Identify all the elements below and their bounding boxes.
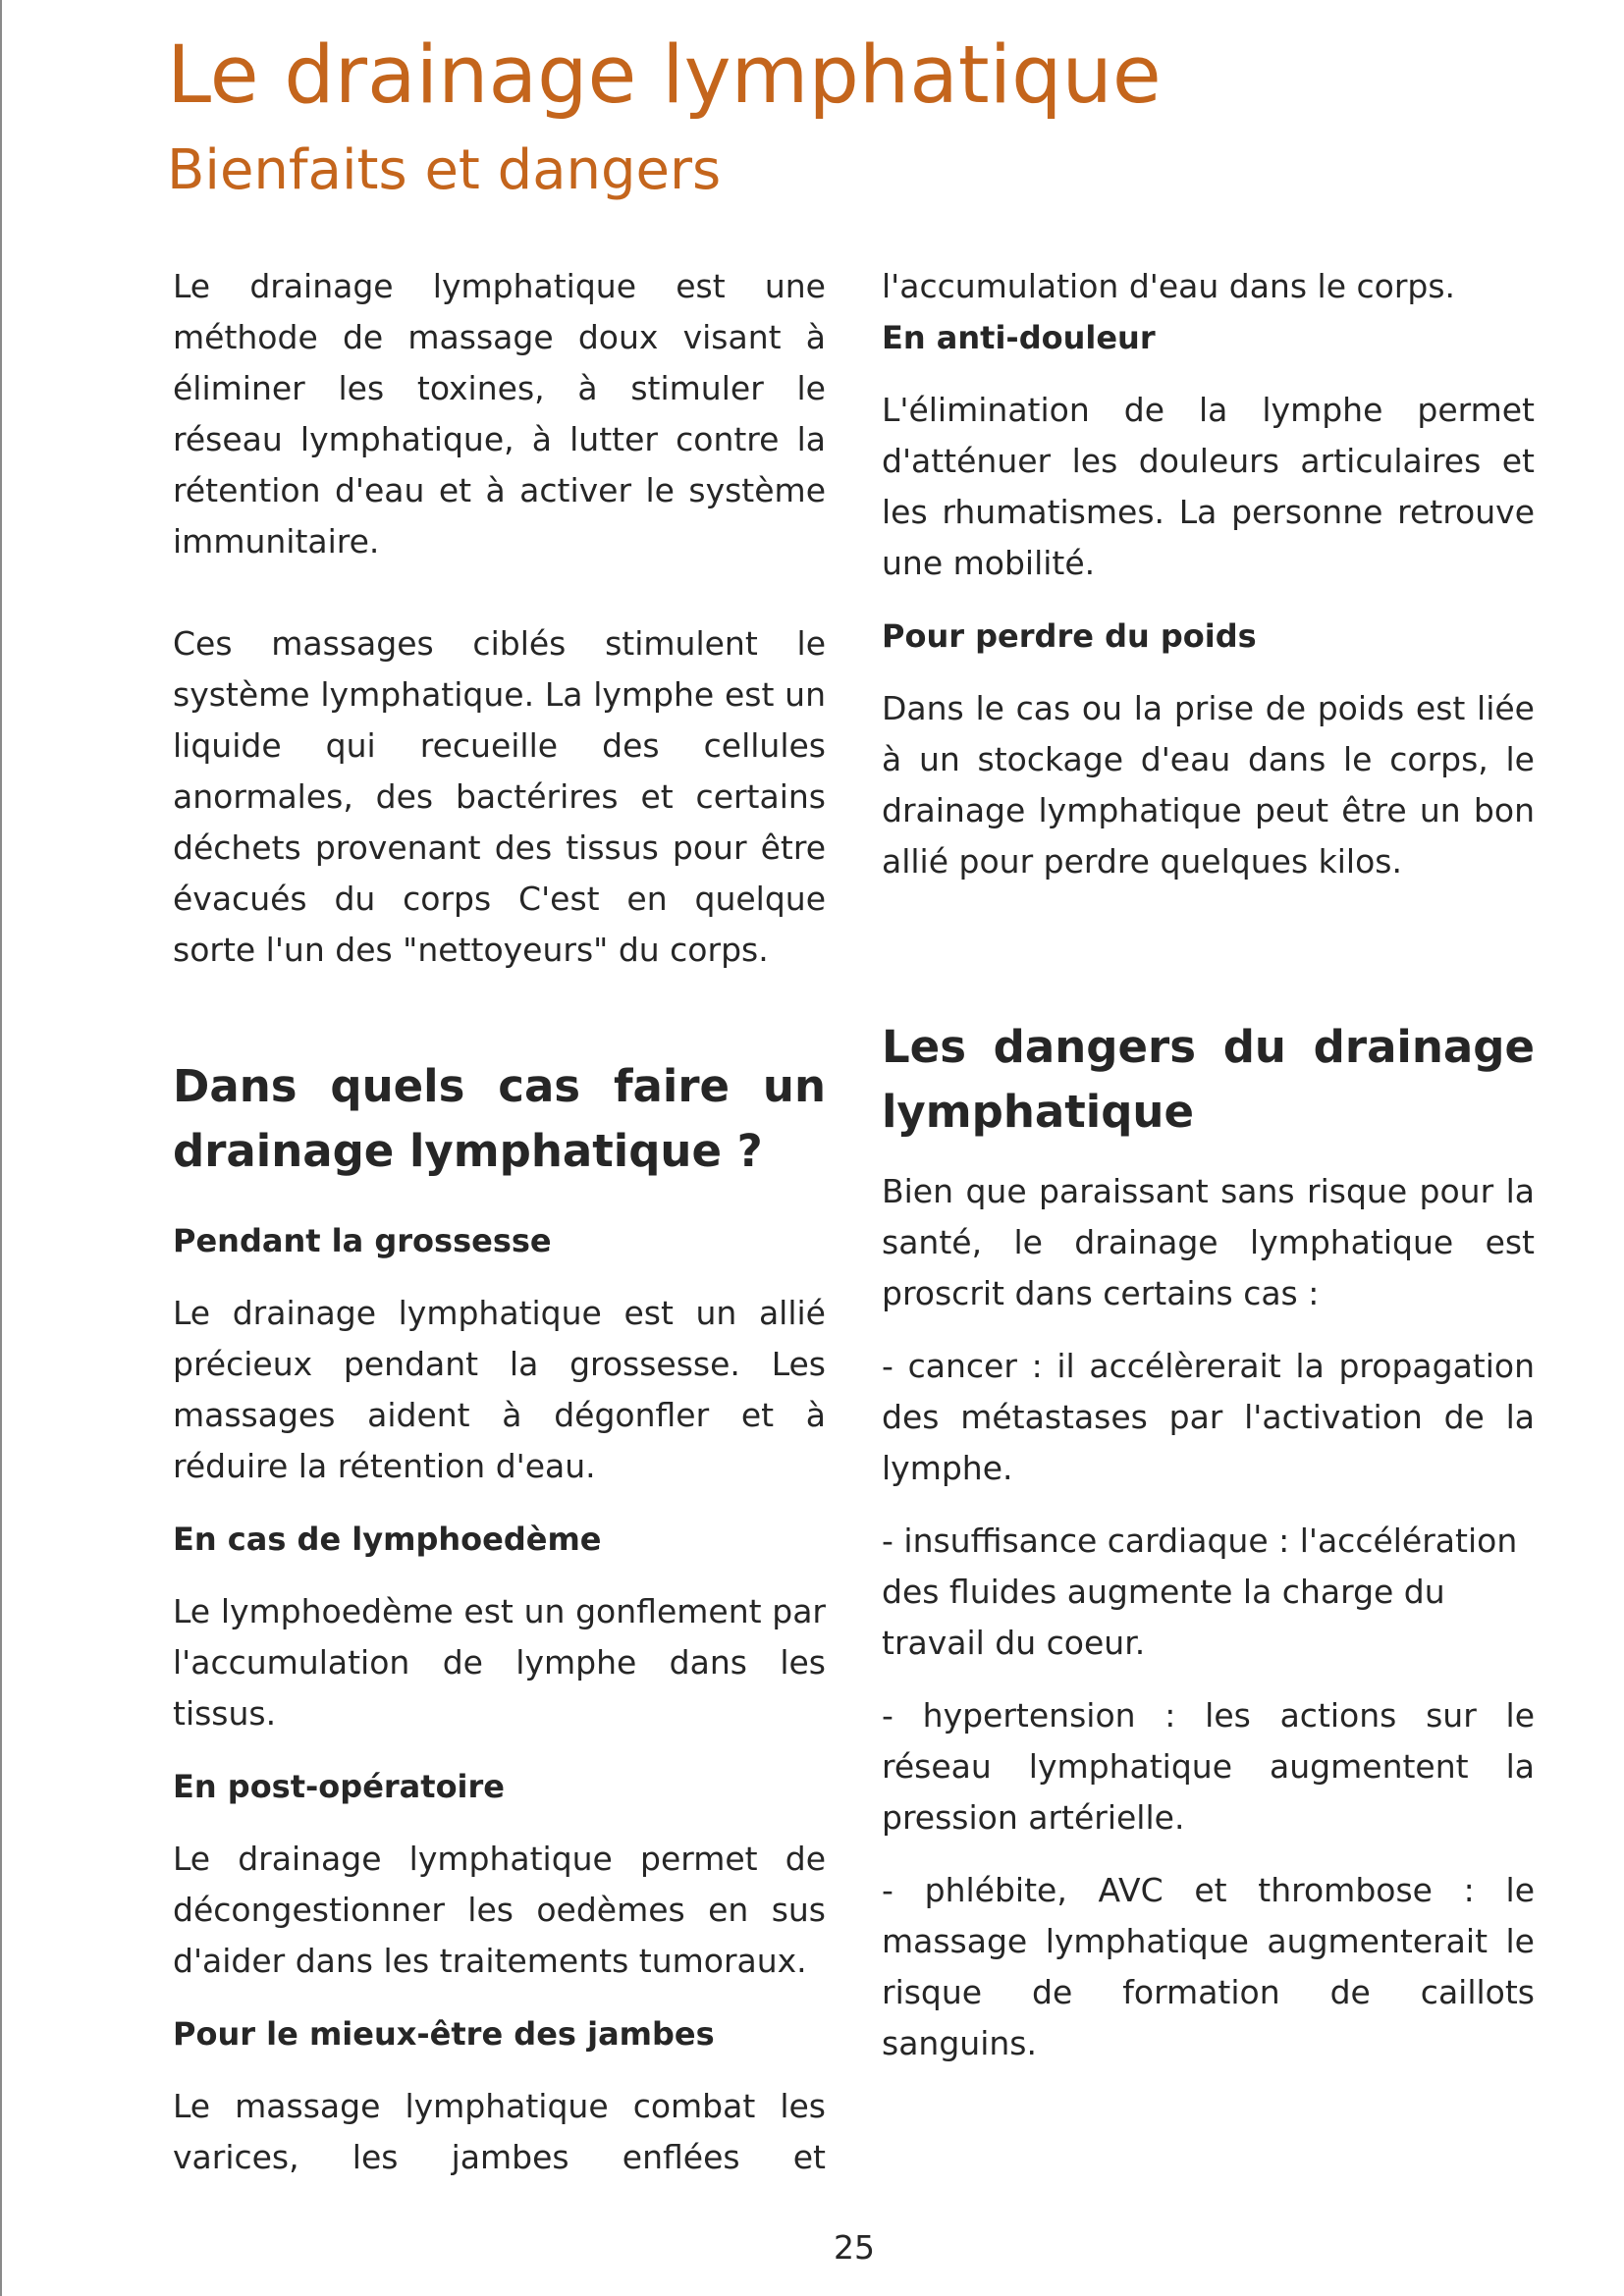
page-number: 25 [834,2228,875,2267]
left-column [173,261,826,2183]
item-text-poids: Dans le cas ou la prise de poids est liée à un stockage d'eau dans le corps, le drainage lymphatique peut être un bon allié pour perdre quelques kilos. [882,689,1535,881]
item-title-lymphoedeme: En cas de lymphoedème [173,1521,602,1558]
page-subtitle: Bienfaits et dangers [167,138,722,202]
item-text-grossesse: Le drainage lymphatique est un allié précieux pendant la grossesse. Les massages aident à dégonfler et à réduire la rétention d'eau. [173,1294,826,1485]
danger-item-phlebite: - phlébite, AVC et thrombose : le massage lymphatique augmenterait le risque de formation de caillots sanguins. [882,1871,1535,2062]
intro-paragraph-2: Ces massages ciblés stimulent le système lymphatique. La lymphe est un liquide qui recueille des cellules anormales, des bactérires et certains déchets provenant des tissus pour être évacués du corps C'est en quelque sorte l'un des "nettoyeurs" du corps. [173,624,826,969]
page-edge-line [0,0,2,2296]
item-title-poids: Pour perdre du poids [882,617,1257,655]
page-title: Le drainage lymphatique [167,29,1162,122]
dangers-intro: Bien que paraissant sans risque pour la santé, le drainage lymphatique est proscrit dans certains cas : [882,1172,1535,1312]
section-heading-when: Dans quels cas faire un drainage lymphatique ? [173,1060,826,1177]
item-text-post-operatoire: Le drainage lymphatique permet de décongestionner les oedèmes en sus d'aider dans les traitements tumoraux. [173,1840,826,1980]
item-text-lymphoedeme: Le lymphoedème est un gonflement par l'accumulation de lymphe dans les tissus. [173,1592,826,1733]
item-title-grossesse: Pendant la grossesse [173,1222,552,1259]
intro-paragraph-1: Le drainage lymphatique est une méthode de massage doux visant à éliminer les toxines, à stimuler le réseau lymphatique, à lutter contre la rétention d'eau et à activer le système immunitaire. [173,267,826,561]
continuation-text: l'accumulation d'eau dans le corps. [882,267,1456,305]
item-text-anti-douleur: L'élimination de la lymphe permet d'atténuer les douleurs articulaires et les rhumatismes. La personne retrouve une mobilité. [882,391,1535,582]
section-heading-dangers: Les dangers du drainage lymphatique [882,1021,1535,1138]
item-title-jambes: Pour le mieux-être des jambes [173,2015,715,2053]
item-title-post-operatoire: En post-opératoire [173,1768,505,1805]
danger-item-hypertension: - hypertension : les actions sur le réseau lymphatique augmentent la pression artérielle. [882,1696,1535,1837]
item-text-jambes: Le massage lymphatique combat les varices, les jambes enflées et [173,2087,826,2176]
item-title-anti-douleur: En anti-douleur [882,319,1156,356]
right-column [882,261,1535,2069]
danger-item-cancer: - cancer : il accélèrerait la propagation des métastases par l'activation de la lymphe. [882,1347,1535,1487]
danger-item-insuffisance: - insuffisance cardiaque : l'accélération des fluides augmente la charge du travail du coeur. [882,1522,1518,1662]
